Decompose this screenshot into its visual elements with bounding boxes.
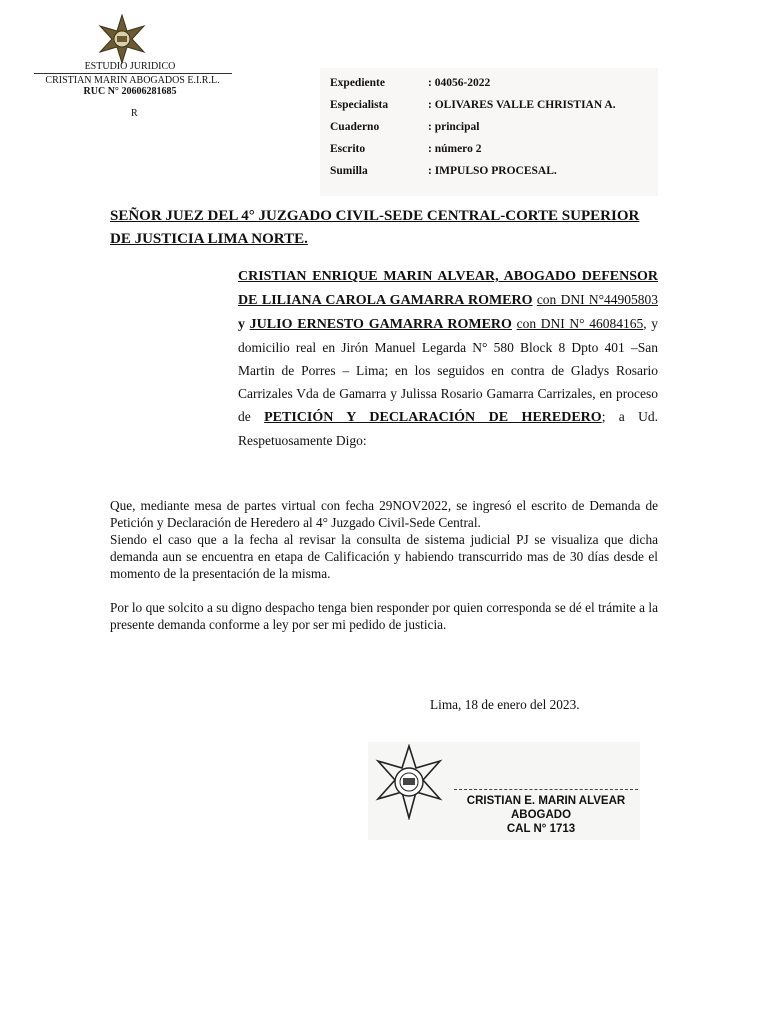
case-info-value: : OLIVARES VALLE CHRISTIAN A. [428,99,616,111]
ruc-line: RUC N° 20606281685 [83,86,177,97]
party-block [238,264,658,452]
body-paragraph-1: Que, mediante mesa de partes virtual con fecha 29NOV2022, se ingresó el escrito de Demanda de Petición y Declaración de Heredero al 4° Juzgado Civil-Sede Central. [110,498,658,530]
star-seal-icon [370,744,448,820]
party-text-2: ; a Ud. Respetuosamente Digo: [238,409,659,448]
star-emblem-icon [92,14,152,64]
case-info-value: : principal [428,121,480,133]
signature-line [454,789,638,790]
party-conj: y [238,317,245,332]
letterhead-rule [34,73,232,74]
case-info-value: : número 2 [428,143,482,155]
signer-name: CRISTIAN E. MARIN ALVEAR [466,795,626,807]
process-name: PETICIÓN Y DECLARACIÓN DE HEREDERO [264,410,602,425]
firm-title: ESTUDIO JURIDICO [84,61,176,72]
case-info-label: Escrito [330,143,366,155]
case-info-value: : 04056-2022 [428,77,491,89]
body-paragraph-2: Siendo el caso que a la fecha al revisar la consulta de sistema judicial PJ se visualiza que dicha demanda aun se encuentra en etapa de Calificación y habiendo transcurrido mas de 30 días desde el momento de la presentación de la misma. [110,532,658,581]
party-name-2: JULIO ERNESTO GAMARRA ROMERO [249,317,512,332]
firm-name: CRISTIAN MARIN ABOGADOS E.I.R.L. [45,75,220,86]
case-info-label: Sumilla [330,165,368,177]
signer-title: ABOGADO [510,809,572,821]
party-dni-1: con DNI N°44905803 [536,292,659,307]
signer-cal: CAL N° 1713 [506,823,576,835]
addressee-heading: SEÑOR JUEZ DEL 4° JUZGADO CIVIL-SEDE CENTRAL-CORTE SUPERIOR DE JUSTICIA LIMA NORTE. [110,208,640,247]
case-info-label: Especialista [330,99,389,111]
case-info-value: : IMPULSO PROCESAL. [428,165,557,177]
party-dni-2: con DNI N° 46084165 [516,316,644,331]
case-info-label: Expediente [330,77,385,89]
body-paragraph-3: Por lo que solcito a su digno despacho tenga bien responder por quien corresponda se dé el trámite a la presente demanda conforme a ley por ser mi pedido de justicia. [110,600,658,632]
party-name-1: CRISTIAN ENRIQUE MARIN ALVEAR, ABOGADO DEFENSOR DE LILIANA CAROLA GAMARRA ROMERO [238,269,658,308]
letterhead-mark: R [131,108,138,119]
date-line: Lima, 18 de enero del 2023. [430,697,580,712]
case-info-label: Cuaderno [330,121,380,133]
party-text-1: , y domicilio real en Jirón Manuel Legarda N° 580 Block 8 Dpto 401 –San Martin de Porres – Lima; en los seguidos en contra de Gladys Rosario Carrizales Vda de Gamarra y Julissa Rosario Gamarra Carrizales, en proceso de [238,316,659,424]
